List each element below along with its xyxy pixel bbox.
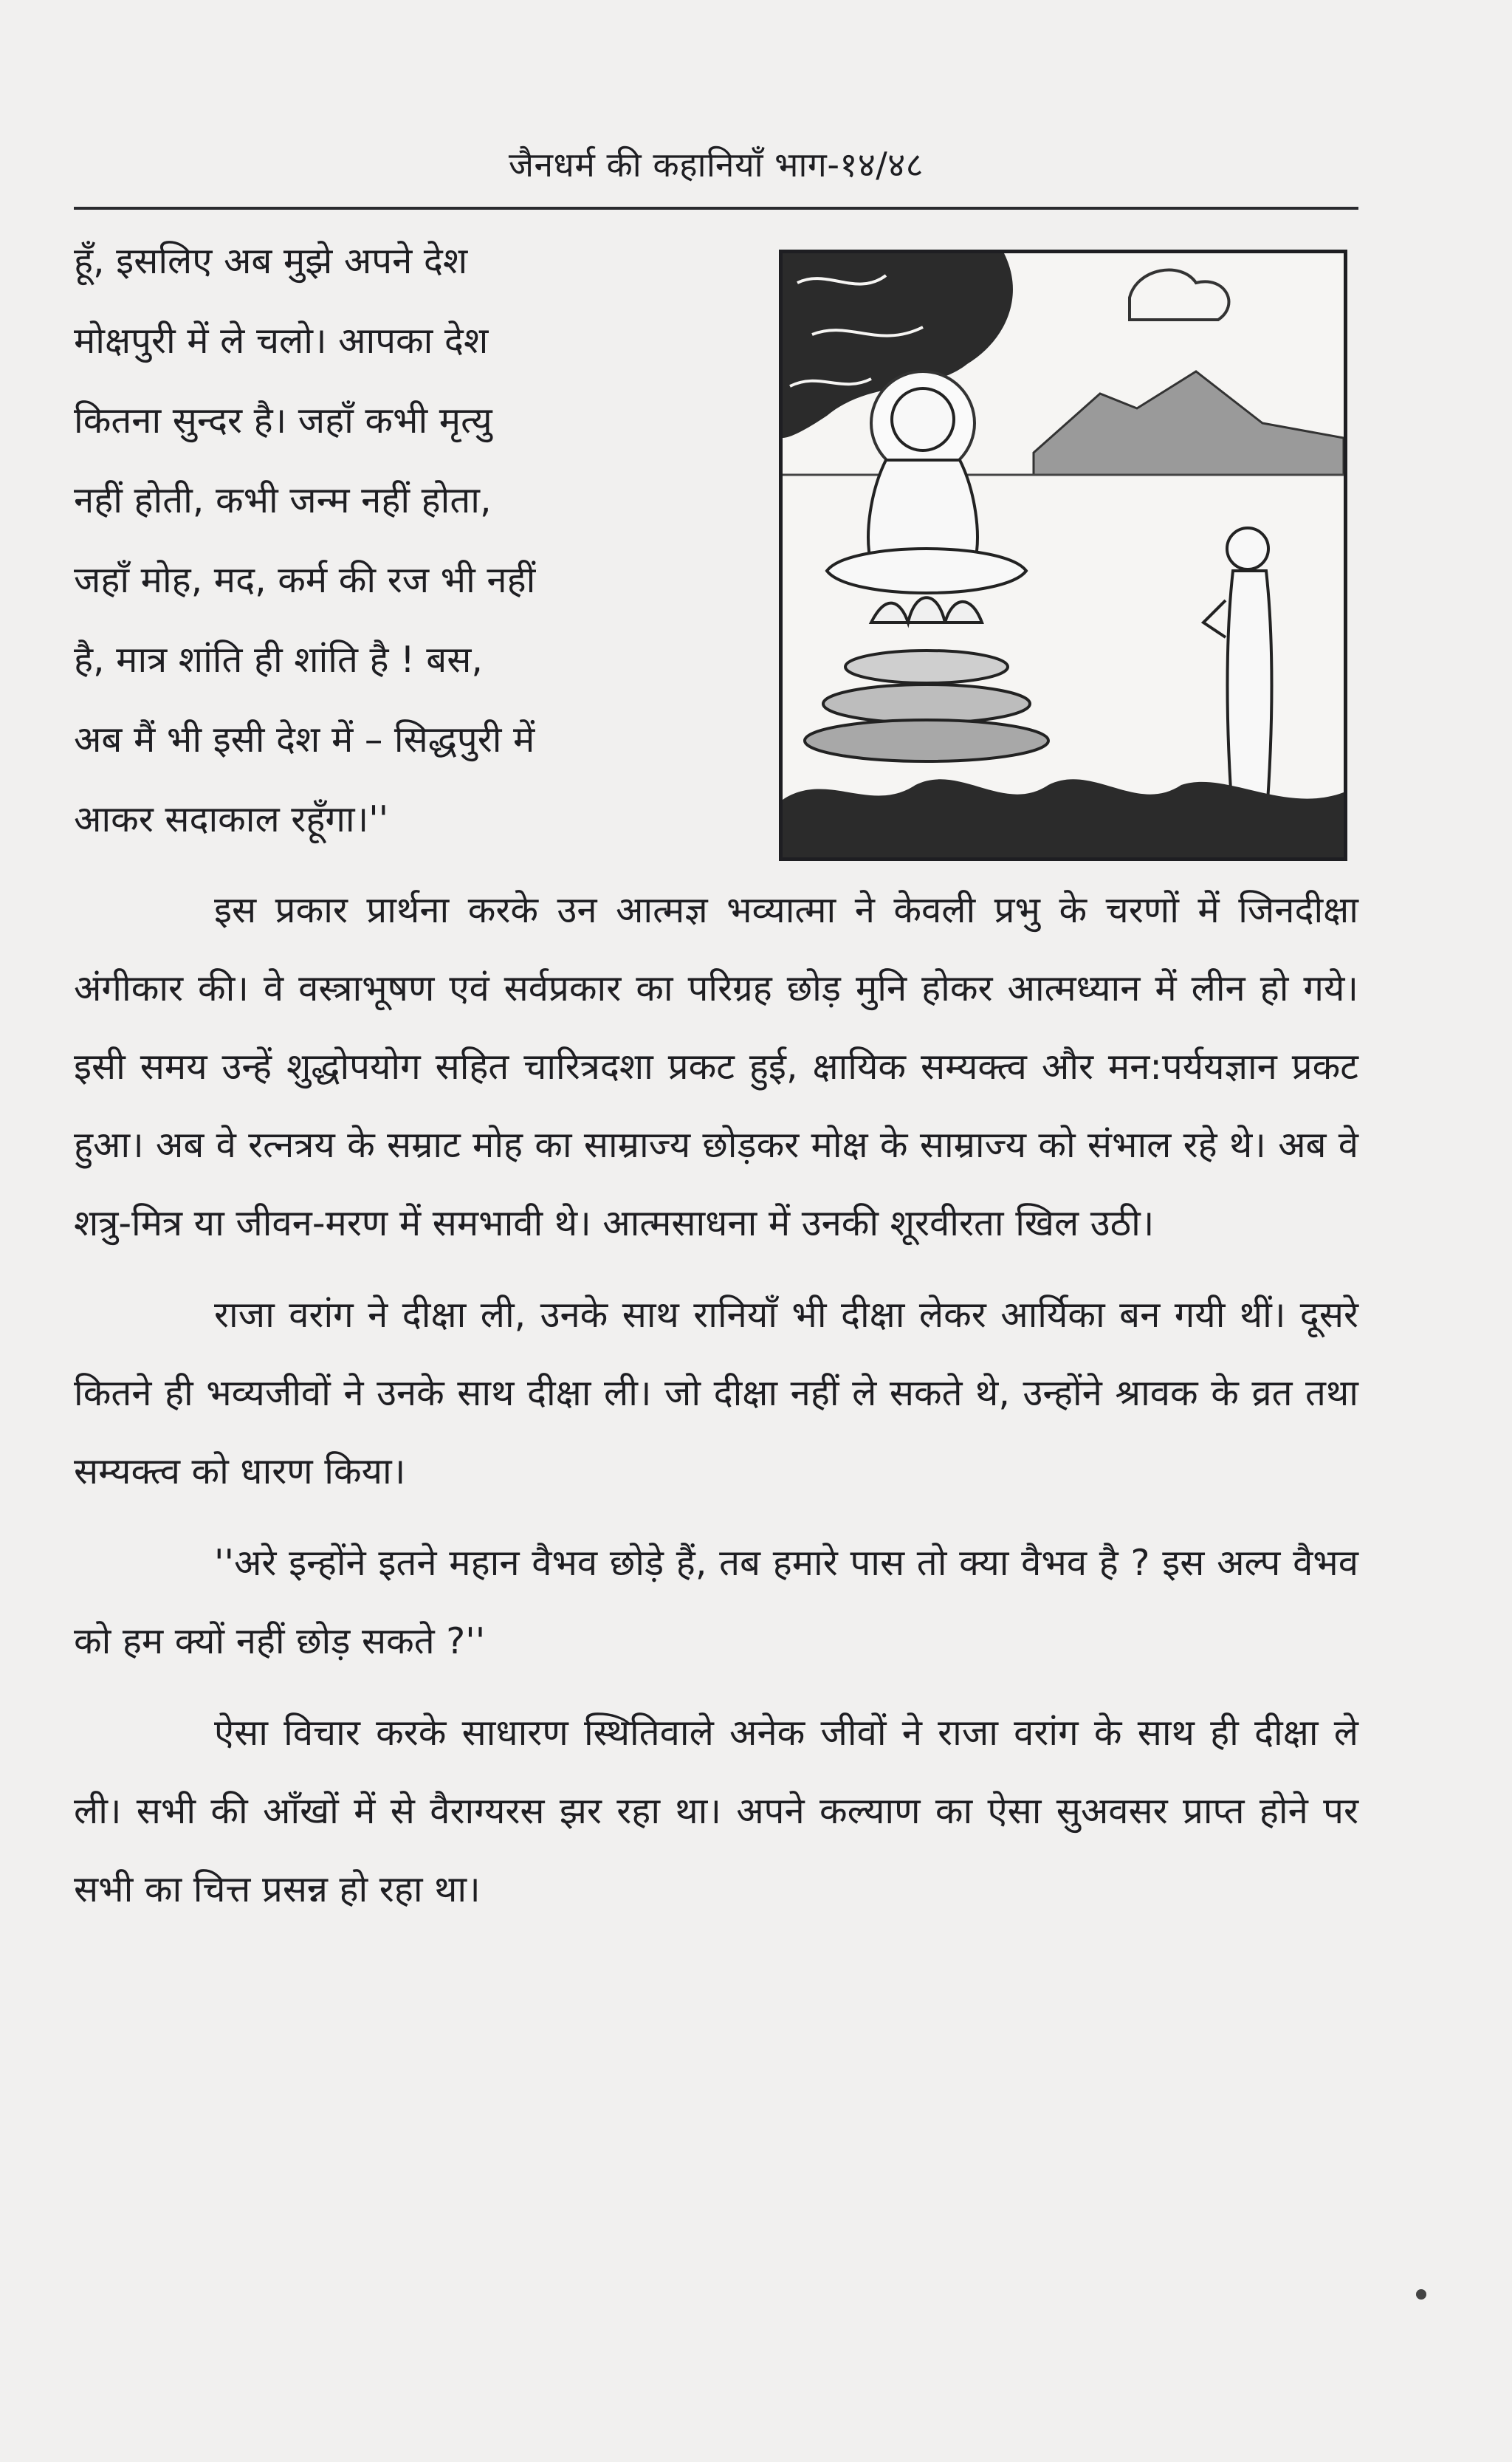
print-speck [1416,2289,1426,2300]
text-line: अब मैं भी इसी देश में – सिद्धपुरी में [74,719,535,761]
text-line: हूँ, इसलिए अब मुझे अपने देश [74,240,468,282]
paragraph: ''अरे इन्होंने इतने महान वैभव छोड़े हैं, तब हमारे पास तो क्या वैभव है ? इस अल्प वैभव को हम क्यों नहीं छोड़ सकते ?'' [74,1542,1358,1662]
text-line: नहीं होती, कभी जन्म नहीं होता, [74,479,492,521]
text-line: आकर सदाकाल रहूँगा।'' [74,798,389,840]
paragraph: ऐसा विचार करके साधारण स्थितिवाले अनेक जीवों ने राजा वरांग के साथ ही दीक्षा ले ली। सभी की आँखों में से वैराग्यरस झर रहा था। अपने कल्याण का ऐसा सुअवसर प्राप्त होने पर सभी का चित्त प्रसन्न हो रहा था। [74,1712,1358,1910]
text-line: जहाँ मोह, मद, कर्म की रज भी नहीं [74,559,536,601]
text-line: मोक्षपुरी में ले चलो। आपका देश [74,320,489,362]
meditation-illustration [779,250,1347,861]
header-rule [74,207,1358,210]
body-text [74,871,1358,1929]
text-line: है, मात्र शांति ही शांति है ! बस, [74,639,483,681]
paragraph: इस प्रकार प्रार्थना करके उन आत्मज्ञ भव्यात्मा ने केवली प्रभु के चरणों में जिनदीक्षा अंगीकार की। वे वस्त्राभूषण एवं सर्वप्रकार का परिग्रह छोड़ मुनि होकर आत्मध्यान में लीन हो गये। इसी समय उन्हें शुद्धोपयोग सहित चारित्रदशा प्रकट हुई, क्षायिक सम्यक्त्व और मन:पर्ययज्ञान प्रकट हुआ। अब वे रत्नत्रय के सम्राट मोह का साम्राज्य छोड़कर मोक्ष के साम्राज्य को संभाल रहे थे। अब वे शत्रु-मित्र या जीवन-मरण में समभावी थे। आत्मसाधना में उनकी शूरवीरता खिल उठी। [74,889,1358,1244]
paragraph: राजा वरांग ने दीक्षा ली, उनके साथ रानियाँ भी दीक्षा लेकर आर्यिका बन गयी थीं। दूसरे कितने ही भव्यजीवों ने उनके साथ दीक्षा ली। जो दीक्षा नहीं ले सकते थे, उन्होंने श्रावक के व्रत तथा सम्यक्त्व को धारण किया। [74,1294,1358,1492]
top-text-column [74,222,716,860]
page-header: जैनधर्म की कहानियाँ भाग-१४/४८ [508,145,924,185]
text-line: कितना सुन्दर है। जहाँ कभी मृत्यु [74,400,492,442]
illustration-drawing [783,253,1344,857]
